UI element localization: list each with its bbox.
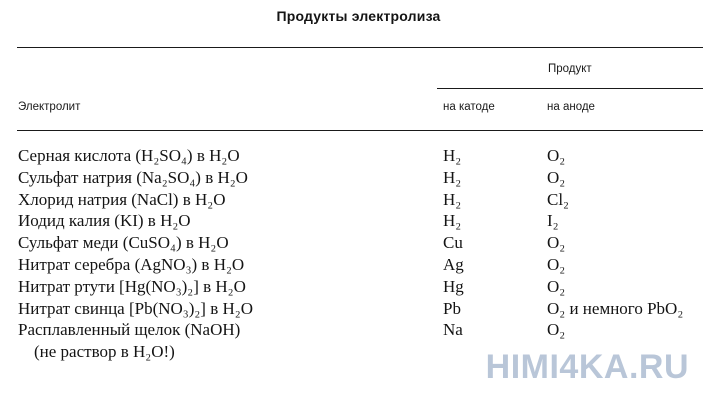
- table-row: [0, 298, 717, 320]
- table-row: [0, 232, 717, 254]
- table-row: [0, 189, 717, 211]
- anode-cell: O₂: [547, 233, 566, 253]
- anode-cell: O₂: [547, 146, 566, 165]
- header-product: Продукт: [548, 63, 592, 75]
- electrolyte-cell: Нитрат серебра (AgNO₃) в H₂O: [18, 254, 245, 274]
- anode-cell: Cl₂: [547, 189, 569, 209]
- cathode-cell: Hg: [443, 276, 464, 296]
- table-row: [0, 145, 717, 167]
- electrolyte-note: (не раствор в H₂O!): [34, 342, 175, 362]
- electrolyte-cell: Сульфат натрия (Na₂SO₄) в H₂O: [18, 167, 248, 187]
- product-rule: [437, 88, 703, 89]
- anode-cell: O₂: [547, 167, 566, 187]
- table-row: [0, 276, 717, 298]
- electrolyte-cell: Хлорид натрия (NaCl) в H₂O: [18, 189, 226, 209]
- site-watermark: HIMI4KA.RU: [485, 348, 689, 386]
- header-anode: на аноде: [547, 101, 595, 113]
- header-electrolyte: Электролит: [18, 101, 81, 113]
- table-title: Продукты электролиза: [276, 8, 441, 24]
- table-row: [0, 210, 717, 232]
- anode-cell: O₂ и немного PbO₂: [547, 298, 684, 318]
- table-row: [0, 319, 717, 341]
- cathode-cell: H₂: [443, 189, 462, 209]
- anode-cell: I₂: [547, 211, 559, 231]
- table-row: [0, 254, 717, 276]
- electrolyte-cell: Иодид калия (KI) в H₂O: [18, 211, 191, 231]
- electrolyte-cell: Нитрат свинца [Pb(NO₃)₂] в H₂O: [18, 298, 253, 318]
- cathode-cell: H₂: [443, 167, 462, 187]
- top-rule: [17, 47, 703, 48]
- cathode-cell: H₂: [443, 211, 462, 231]
- cathode-cell: H₂: [443, 146, 462, 165]
- electrolyte-cell: Нитрат ртути [Hg(NO₃)₂] в H₂O: [18, 276, 246, 296]
- electrolyte-cell: Расплавленный щелок (NaOH): [18, 320, 241, 340]
- cathode-cell: Ag: [443, 254, 464, 274]
- cathode-cell: Cu: [443, 233, 463, 253]
- header-rule: [17, 130, 703, 131]
- electrolyte-cell: Серная кислота (H₂SO₄) в H₂O: [18, 146, 240, 165]
- cathode-cell: Na: [443, 320, 463, 340]
- table-body: [0, 145, 717, 363]
- header-cathode: на катоде: [443, 101, 495, 113]
- table-row: [0, 167, 717, 189]
- cathode-cell: Pb: [443, 298, 461, 318]
- anode-cell: O₂: [547, 254, 566, 274]
- anode-cell: O₂: [547, 320, 566, 340]
- anode-cell: O₂: [547, 276, 566, 296]
- electrolyte-cell: Сульфат меди (CuSO₄) в H₂O: [18, 233, 229, 253]
